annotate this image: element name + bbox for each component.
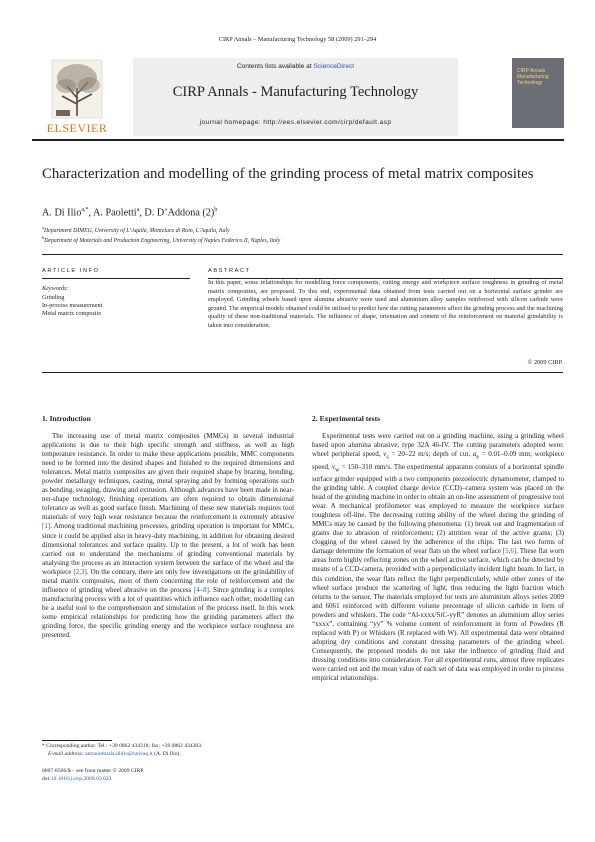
- citation-link[interactable]: [1]: [42, 522, 51, 531]
- experimental-paragraph: [312, 432, 564, 683]
- affiliation: [42, 225, 230, 234]
- symbol: a: [472, 450, 477, 459]
- intro-column: [42, 432, 294, 640]
- section-heading: 1. Introduction: [42, 414, 91, 423]
- author-sup: b: [214, 207, 218, 213]
- doi-label: doi:: [42, 775, 51, 782]
- section-heading: 2. Experimental tests: [312, 414, 381, 423]
- symbol: v: [331, 462, 336, 471]
- article-title: Characterization and modelling of the grinding process of metal matrix composites: [42, 166, 534, 182]
- text-run: . These flat worn areas form highly reflecting zones on the wheel active surface, which can be detected by means of a CCD-camera, provided with a perpendicularly incident light beam. In fact, in this condition, the wear flats reflect the light perpendicularly, while other zones of the wheel surface produce the scattering of light, thus reducing the light fraction which returns to the sensor. The materials employed for tests are aluminium alloys series 2009 and 6061 reinforced with different volume percentage of silicon carbide in form of powders and whiskers. The code “Al-xxxx/SiC-yyR” denotes an aluminium alloy series “xxxx”, containing “yy” % volume content of reinforcement in form of Powders (R replaced with P) or Whiskers (R replaced with W). All experimental data were obtained adopting dry conditions and constant dressing parameters of the grinding wheel. Consequently, the proposed models do not take the influence of grinding fluid and dressing conditions into consideration. For all experimental runs, almost three replicates were carried out and the mean value of each set of data was employed in order to process empirical relationships.: [312, 547, 564, 683]
- sciencedirect-link[interactable]: ScienceDirect: [313, 63, 355, 70]
- footnote-rule: [42, 740, 112, 741]
- text-run: The increasing use of metal matrix composites (MMCs) in several industrial applications is due to their high specific strength and stiffness, as well as high temperature resistance. In order to make these applications possible, MMC components need to be formed into the desired shapes and finished to the required dimensions and tolerances. Metal matrix composites are given their required shape by brazing, bonding, powder metallurgy techniques, casting, metal spraying and by forming operations such as bending, swaging, drawing and extrusion. Although advances have been made in near-net-shape technology, finishing operations are often required to obtain dimensional tolerance as well as good surface finish. Machining of these new materials requires tool materials of very high wear resistance because the reinforcement is extremely abrasive: [42, 432, 294, 522]
- symbol-sub: w: [335, 466, 340, 473]
- info-rule: [42, 254, 563, 255]
- citation-link[interactable]: [5,6]: [502, 547, 517, 556]
- footer: [42, 768, 144, 783]
- doi-line: [42, 776, 144, 784]
- footnote-line: * Corresponding author. Tel.: +39 0862 434318; fax: +39 0862 434303.: [42, 743, 203, 749]
- author-sup: a: [136, 207, 140, 213]
- author-list: A. Di Ilio$^{a,*}$, A. Paoletti$^a$, D. D’Addona $(2)^b$: [42, 207, 218, 219]
- text-run: . Since grinding is a complex manufacturing process with a lot of quantities which influence each other, modelling can be a useful tool to the comprehension and simulation of the process itself. In this work some empirical relationships for predicting how the grinding parameters affect the grinding force, the specific grinding energy and the workpiece surface roughness are presented.: [42, 585, 295, 640]
- cover-title: CIRP Annals Manufacturing Technology: [517, 68, 549, 86]
- symbol: v: [383, 450, 387, 459]
- footnote: [42, 743, 302, 758]
- publisher-name: ELSEVIER: [46, 121, 108, 135]
- issn-line: 0007-8506/$ – see front matter © 2009 CIRP.: [42, 768, 145, 774]
- footnote-email-line: [42, 751, 302, 759]
- doi-link[interactable]: 10.1016/j.cirp.2009.03.023: [50, 775, 112, 782]
- email-link[interactable]: antoniomaria.diilio@univaq.it: [85, 750, 153, 757]
- keyword-item: In-process measurement: [42, 302, 103, 310]
- affiliation-sup: a: [42, 225, 44, 230]
- text-run: . On the contrary, there are only few investigations on the grindability of metal matrix composites, most of them concerning the role of reinforcement and the influence of grinding wheel abrasive on the process: [42, 567, 294, 594]
- text-run: Experimental tests were carried out on a grinding machine, using a grinding wheel based upon alumina abrasive, type 32A 46-IV. The cutting parameters adopted were: wheel peripheral speed,: [312, 432, 564, 459]
- contents-line: [133, 63, 458, 70]
- abstract-copyright: © 2009 CIRP.: [527, 359, 563, 366]
- affiliation-sup: b: [42, 235, 45, 240]
- journal-name: CIRP Annals - Manufacturing Technology: [172, 84, 419, 100]
- author-name: A. Paoletti: [93, 207, 137, 219]
- keywords-label: Keywords:: [42, 285, 69, 292]
- intro-paragraph: [42, 432, 294, 640]
- text-run: = 150–310 mm/s. The experimental apparatus consists of a horizontal spindle surface grinder equipped with a two components piezoelectric dynamometer, clamped to the grinding table. A coupled charge device (CCD)–camera system was placed on the head of the grinding machine in order to obtain an on-line assessment of progressive tool wear. A mechanical profilometer was employed to measure the workpiece surface roughness off-line. The decreasing cutting ability of the wheel during the grinding of MMCs may be caused by the following phenomena: (1) break out and fragmentation of grains due to abrasion of reinforcement; (2) attrition wear of the active grains; (3) clogging of the wheel caused by the adherence of the chips. The last two forms of damage determine the formation of wear flats on the wheel surface: [312, 462, 564, 556]
- article-info-label: ARTICLE INFO: [42, 268, 100, 274]
- abstract-text: In this paper, some relationships for modelling force components, cutting energy and workpiece surface roughness in grinding of metal matrix composites, are proposed. To this end, experimental data obtained from tests carried out on a horizontal surface grinder are employed. Grinding wheels based upon alumina abrasive were used and aluminium alloy samples reinforced with silicon carbide were ground. The empirical models obtained could be utilised to predict how the cutting parameters affect the grinding process and the machining quality of these non-traditional materials. The influence of shape, orientation and content of the reinforcement on material grindability is taken into consideration.: [208, 279, 563, 329]
- author-name: D. D’Addona (2): [144, 207, 215, 219]
- citation-link[interactable]: [4–8]: [193, 585, 209, 594]
- text-run: (A. Di Ilio).: [152, 750, 181, 757]
- text-run: . Among traditional machining processes, grinding operation is important for MMCs, since it could be applied also in heavy-duty machining, in addition for obtaining desired dimensional tolerances and surface quality. Up to the present, a lot of work has been carried out to understand the mechanisms of grinding conventional materials by analysing the process as an interaction system between the surface of the wheel and the workpiece: [42, 522, 294, 576]
- keyword-item: Metal matrix composite: [42, 310, 102, 318]
- affiliation-text: Department DIMEG, University of L’Aquila, Monteluco di Roio, L’Aquila, Italy: [44, 227, 230, 234]
- journal-homepage[interactable]: journal homepage: http://ees.elsevier.com/cirp/default.asp: [199, 119, 392, 126]
- keyword-item: Grinding: [42, 294, 65, 301]
- affiliation-text: Department of Materials and Production Engineering, University of Naples Federico II, Naples, Italy: [44, 237, 281, 244]
- citation-link[interactable]: [2,3]: [73, 567, 87, 576]
- symbol-sub: s: [386, 454, 389, 461]
- email-label: E-mail address:: [48, 750, 86, 757]
- text-run: = 0.01–0.09 mm; workpiece speed,: [312, 450, 565, 471]
- affiliation: [42, 235, 280, 244]
- author-sup: a,*: [81, 207, 89, 213]
- author-name: A. Di Ilio: [42, 207, 82, 219]
- info-sub-rule: [42, 278, 190, 279]
- running-head: CIRP Annals – Manufacturing Technology 58 (2009) 291–294: [218, 36, 377, 43]
- abstract-bottom-rule: [42, 372, 563, 373]
- header-rule: [32, 139, 564, 141]
- journal-cover-image: [512, 58, 564, 128]
- contents-prefix: Contents lists available at: [236, 63, 314, 70]
- symbol-sub: e: [476, 454, 479, 461]
- text-run: = 20–22 m/s; depth of cut,: [388, 450, 473, 459]
- abstract-label: ABSTRACT: [208, 268, 251, 274]
- experimental-column: [312, 432, 564, 683]
